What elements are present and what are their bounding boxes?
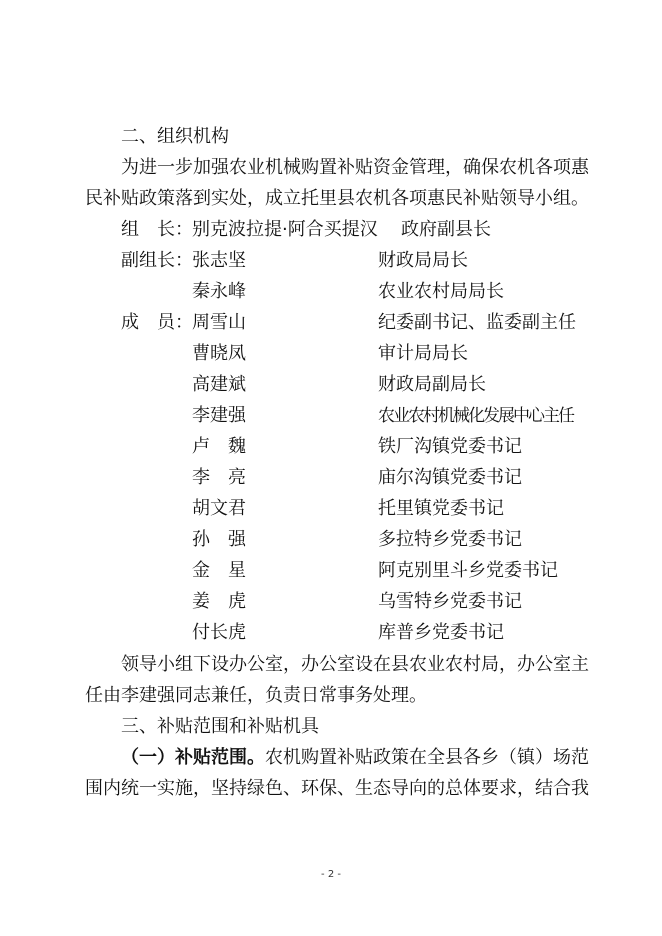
member-name: 周雪山 — [192, 312, 246, 333]
member-row — [0, 312, 662, 334]
member-row — [0, 467, 662, 489]
member-post: 审计局局长 — [378, 343, 468, 364]
member-post: 纪委副书记、监委副主任 — [378, 312, 576, 333]
member-row — [0, 591, 662, 613]
member-row — [0, 529, 662, 551]
member-name: 孙 强 — [192, 529, 246, 550]
member-post: 阿克别里斗乡党委书记 — [378, 560, 558, 581]
member-row — [0, 343, 662, 365]
member-name: 高建斌 — [192, 374, 246, 395]
member-name: 卢 魏 — [192, 436, 246, 457]
member-row — [0, 281, 662, 303]
intro-line1: 为进一步加强农业机械购置补贴资金管理，确保农机各项惠 — [121, 157, 589, 178]
subsection1-label: （一）补贴范围。 — [121, 747, 265, 768]
member-name: 李建强 — [192, 405, 246, 426]
member-row — [0, 374, 662, 396]
member-row — [0, 498, 662, 520]
member-name: 李 亮 — [192, 467, 246, 488]
member-name: 姜 虎 — [192, 591, 246, 612]
subsection1-text: 农机购置补贴政策在全县各乡（镇）场范 — [265, 747, 589, 768]
member-post: 财政局副局长 — [378, 374, 486, 395]
member-post: 库普乡党委书记 — [378, 622, 504, 643]
page-number: - 2 - — [321, 869, 341, 880]
member-post: 乌雪特乡党委书记 — [378, 591, 522, 612]
intro-line2: 民补贴政策落到实处，成立托里县农机各项惠民补贴领导小组。 — [85, 188, 589, 209]
member-row — [0, 405, 662, 427]
subsection1-paragraph — [121, 747, 589, 769]
member-row — [0, 622, 662, 644]
office-line1: 领导小组下设办公室，办公室设在县农业农村局，办公室主 — [121, 654, 589, 675]
office-line2: 任由李建强同志兼任，负责日常事务处理。 — [85, 685, 427, 706]
member-post: 财政局局长 — [378, 250, 468, 271]
member-name: 张志坚 — [192, 250, 246, 271]
member-post: 铁厂沟镇党委书记 — [378, 436, 522, 457]
member-name: 付长虎 — [192, 622, 246, 643]
member-row — [0, 250, 662, 272]
member-name: 秦永峰 — [192, 281, 246, 302]
member-post: 庙尔沟镇党委书记 — [378, 467, 522, 488]
section3-heading: 三、补贴范围和补贴机具 — [121, 716, 319, 737]
member-post: 农业农村机械化发展中心主任 — [378, 406, 573, 426]
member-name: 金 星 — [192, 560, 246, 581]
member-post: 多拉特乡党委书记 — [378, 529, 522, 550]
deputy-role: 副组长： — [121, 250, 193, 271]
leader-row — [0, 219, 662, 241]
section3-line2: 围内统一实施，坚持绿色、环保、生态导向的总体要求，结合我 — [85, 778, 589, 799]
member-name: 曹晓凤 — [192, 343, 246, 364]
leader-name: 别克波拉提·阿合买提汉 — [192, 219, 378, 240]
leader-post: 政府副县长 — [401, 219, 491, 240]
member-row — [0, 560, 662, 582]
member-role: 成 员： — [121, 312, 193, 333]
member-post: 农业农村局局长 — [378, 281, 504, 302]
member-row — [0, 436, 662, 458]
section2-heading: 二、组织机构 — [121, 126, 229, 147]
member-name: 胡文君 — [192, 498, 246, 519]
member-post: 托里镇党委书记 — [378, 498, 504, 519]
leader-role: 组 长： — [121, 219, 193, 240]
